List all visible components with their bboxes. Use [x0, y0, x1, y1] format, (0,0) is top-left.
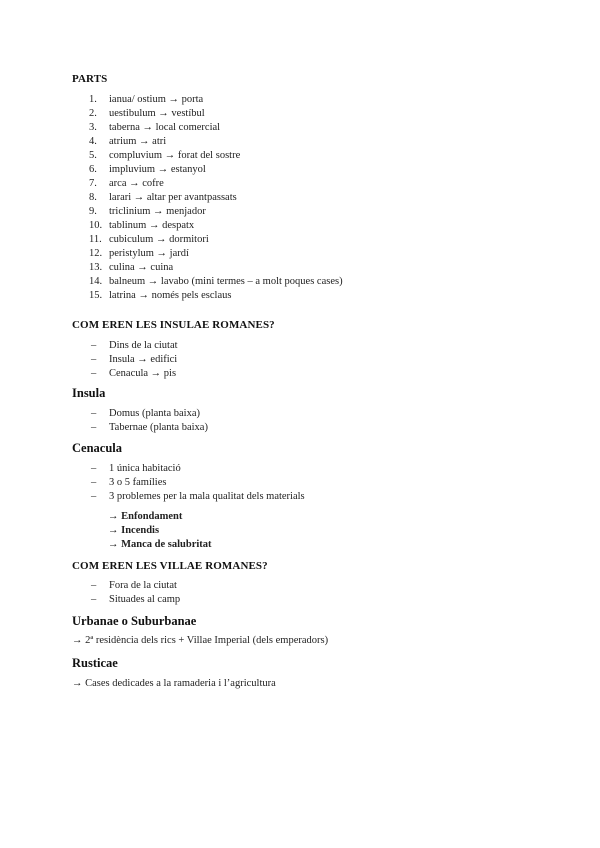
problem-item: → Manca de salubritat: [108, 539, 212, 550]
item-text: 3 o 5 famílies: [109, 477, 167, 488]
villae-heading: COM EREN LES VILLAE ROMANES?: [72, 560, 268, 572]
item-number: 5.: [89, 150, 97, 161]
problem-item: → Enfondament: [108, 511, 183, 522]
item-text: uestibulum → vestíbul: [109, 108, 205, 119]
problems-list: [108, 510, 212, 552]
item-text: culina → cuina: [109, 262, 174, 273]
item-text: cubiculum → dormitori: [109, 234, 209, 245]
item-text: 3 problemes per la mala qualitat dels materials: [109, 491, 305, 502]
item-text: larari → altar per avantpassats: [109, 192, 237, 203]
item-number: 10.: [89, 220, 103, 231]
item-text: impluvium → estanyol: [109, 164, 206, 175]
item-text: atrium → atri: [109, 136, 167, 147]
item-number: 6.: [89, 164, 97, 175]
item-number: 4.: [89, 136, 97, 147]
item-text: taberna → local comercial: [109, 122, 221, 133]
item-text: peristylum → jardí: [109, 248, 189, 259]
item-number: 3.: [89, 122, 97, 133]
item-number: 8.: [89, 192, 97, 203]
item-number: 9.: [89, 206, 97, 217]
rusticae-text: → Cases dedicades a la ramaderia i l’agricultura: [72, 678, 276, 689]
item-text: Fora de la ciutat: [109, 580, 177, 591]
insula-heading: Insula: [72, 386, 106, 400]
problem-item: → Incendis: [108, 525, 160, 536]
item-text: ianua/ ostium → porta: [109, 94, 204, 105]
insulae-heading: COM EREN LES INSULAE ROMANES?: [72, 319, 275, 331]
item-number: 1.: [89, 94, 97, 105]
item-text: compluvium → forat del sostre: [109, 150, 241, 161]
cenacula-heading: Cenacula: [72, 441, 122, 455]
item-text: balneum → lavabo (mini termes – a molt poques cases): [109, 276, 343, 287]
parts-heading: PARTS: [72, 73, 108, 85]
item-text: tablinum → despatx: [109, 220, 195, 231]
item-number: 2.: [89, 108, 97, 119]
item-text: Situades al camp: [109, 594, 181, 605]
item-number: 12.: [89, 248, 103, 259]
item-text: Insula → edifici: [109, 354, 178, 365]
item-text: Cenacula → pis: [109, 368, 177, 379]
item-text: Domus (planta baixa): [109, 408, 200, 419]
item-text: Dins de la ciutat: [109, 340, 178, 351]
item-number: 13.: [89, 262, 103, 273]
rusticae-heading: Rusticae: [72, 656, 118, 670]
item-number: 14.: [89, 276, 103, 287]
item-number: 15.: [89, 290, 103, 301]
item-number: 7.: [89, 178, 97, 189]
document-page: PARTS 1. ianua/ ostium → porta 2. uestibulum → vestíbul 3. taberna → local comercial 4. atrium → atri 5. compluvium → forat del sostre 6. impluvium → estanyol 7. arca → cofre 8. larari → altar per avantpassats 9. triclinium → menjador 10. tablinum → despatx 11. cubiculum → dormitori 12. peristylum → jardí 13. culina → cuina 14. balneum → lavabo (mini termes – a molt poques cases) 15. latrina → només pels esclaus COM EREN LES INSULAE ROMANES? – Dins de la ciutat – Insula → edifici – Cenacula → pis Insula – Domus (planta baixa) – Tabernae (planta baixa) Cenacula – 1 única habitació – 3 o 5 famílies – 3 problemes per la mala qualitat dels materials → Enfondament → Incendis → Manca de salubritat COM EREN LES VILLAE ROMANES? – Fora de la ciutat – Situades al camp Urbanae o Suburbanae → 2ª residència dels rics + Villae Imperial (dels emperadors) Rusticae → Cases dedicades a la ramaderia i l’agricultura: [72, 73, 343, 689]
item-text: 1 única habitació: [109, 463, 181, 474]
urbanae-heading: Urbanae o Suburbanae: [72, 614, 197, 628]
item-text: triclinium → menjador: [109, 206, 206, 217]
item-text: arca → cofre: [109, 178, 164, 189]
item-number: 11.: [89, 234, 102, 245]
urbanae-text: → 2ª residència dels rics + Villae Imperial (dels emperadors): [72, 635, 329, 646]
item-text: latrina → només pels esclaus: [109, 290, 232, 301]
item-text: Tabernae (planta baixa): [109, 422, 208, 433]
